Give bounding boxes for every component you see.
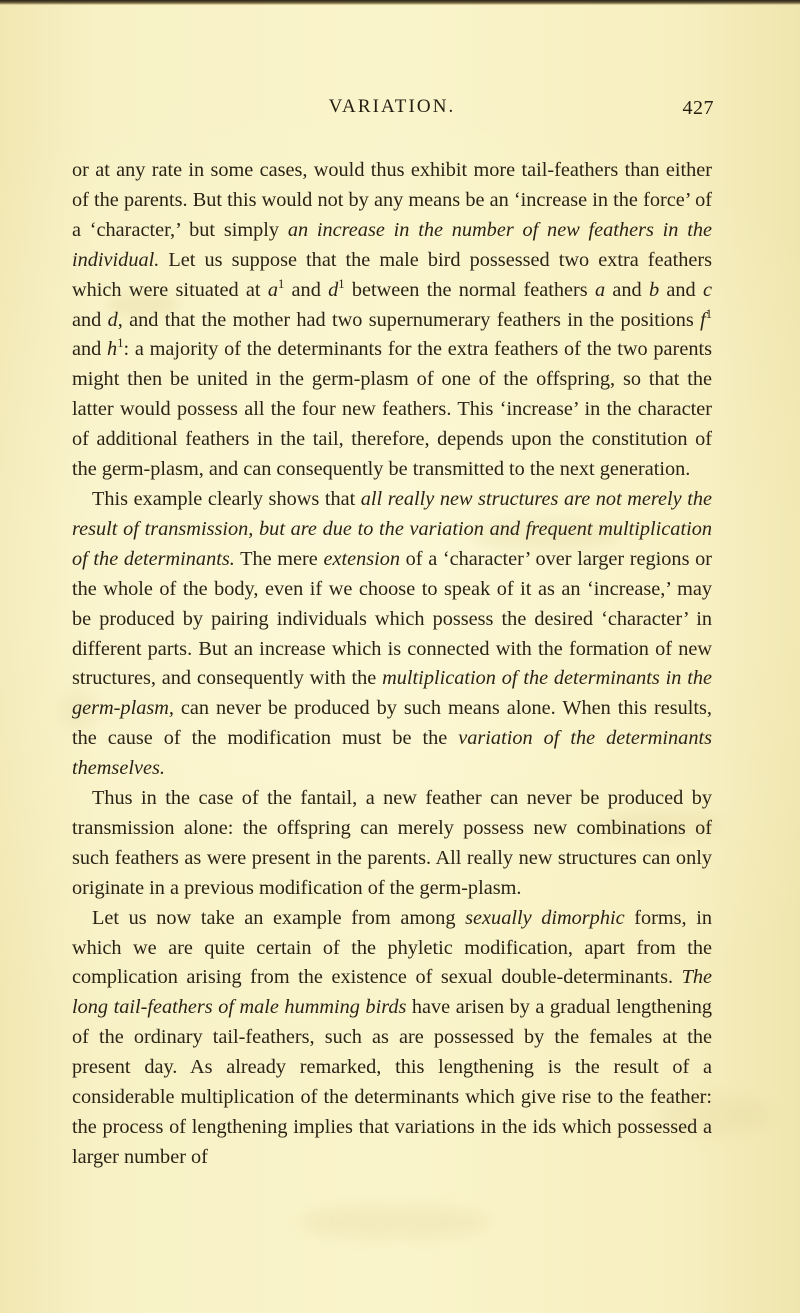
emphasised-text: multiplication of the determinants in the germ-plasm, [72, 667, 712, 720]
emphasised-text: variation of the determinants themselves. [72, 727, 712, 780]
variable-symbol: $a^1$ [267, 276, 285, 301]
paper-blotch [300, 1205, 490, 1239]
variable-symbol: $d^1$ [328, 276, 345, 301]
page-number: 427 [682, 97, 714, 119]
emphasised-text: all really new structures are not merely the result of transmission, but are due to the variation and frequent multiplication of the determinants. [72, 487, 712, 570]
superscript-index: 1 [338, 276, 345, 291]
variable-symbol: $h^1$ [107, 336, 124, 361]
superscript-index: 1 [705, 306, 712, 321]
superscript-index: 1 [117, 336, 124, 351]
para-continued: or at any rate in some cases, would thus exhibit more tail-feathers than either of the parents. But this would not by any means be an ‘increase in the force’ of a ‘character,’ but simply an increase in the number of new feathers in the individual. Let us suppose that the male bird possessed two extra feathers which were situated at $a^1$ and $d^1$ between the normal feathers a and b and c and d, and that the mother had two supernumerary feathers in the positions $f^1$ and $h^1$: a majority of the determinants for the extra feathers of the two parents might then be united in the germ-plasm of one of the offspring, so that the latter would possess all the four new feathers. This ‘increase’ in the character of additional feathers in the tail, therefore, depends upon the constitution of the germ-plasm, and can consequently be transmitted to the next generation. [72, 159, 713, 481]
page-body-text [72, 156, 712, 1173]
para-example: This example clearly shows that all really new structures are not merely the result of transmission, but are due to the variation and frequent multiplication of the determinants. The mere extension of a ‘character’ over larger regions or the whole of the body, even if we choose to speak of it as an ‘increase,’ may be produced by pairing individuals which possess the desired ‘character’ in different parts. But an increase which is connected with the formation of new structures, and consequently with the multiplication of the determinants in the germ-plasm, can never be produced by such means alone. When this results, the cause of the modification must be the variation of the determinants themselves. [72, 487, 712, 780]
variable-symbol: $f^1$ [700, 306, 712, 331]
running-head-title: VARIATION. [328, 96, 456, 117]
emphasised-text: an increase in the number of new feathers in the individual. [72, 218, 712, 271]
emphasised-text: d [107, 308, 118, 331]
emphasised-text: sexually dimorphic [465, 906, 625, 929]
para-dimorphic: Let us now take an example from among sexually dimorphic forms, in which we are quite certain of the phyletic modification, apart from the complication arising from the existence of sexual double-determinants. The long tail-feathers of male humming birds have arisen by a gradual lengthening of the ordinary tail-feathers, such as are possessed by the females at the present day. As already remarked, this lengthening is the result of a considerable multiplication of the determinants which give rise to the feather: the process of lengthening implies that variations in the ids which possessed a larger number of [72, 906, 713, 1168]
emphasised-text: b [648, 278, 660, 301]
superscript-index: 1 [277, 276, 285, 291]
emphasised-text: c [702, 278, 712, 301]
emphasised-text: The long tail-feathers of male humming birds [72, 966, 712, 1019]
emphasised-text: extension [323, 547, 401, 570]
para-fantail: Thus in the case of the fantail, a new feather can never be produced by transmission alone: the offspring can merely possess new combinations of such feathers as were present in the parents. All really new structures can only originate in a previous modification of the germ-plasm. [72, 787, 712, 899]
running-head [72, 96, 712, 148]
emphasised-text: a [594, 278, 606, 301]
